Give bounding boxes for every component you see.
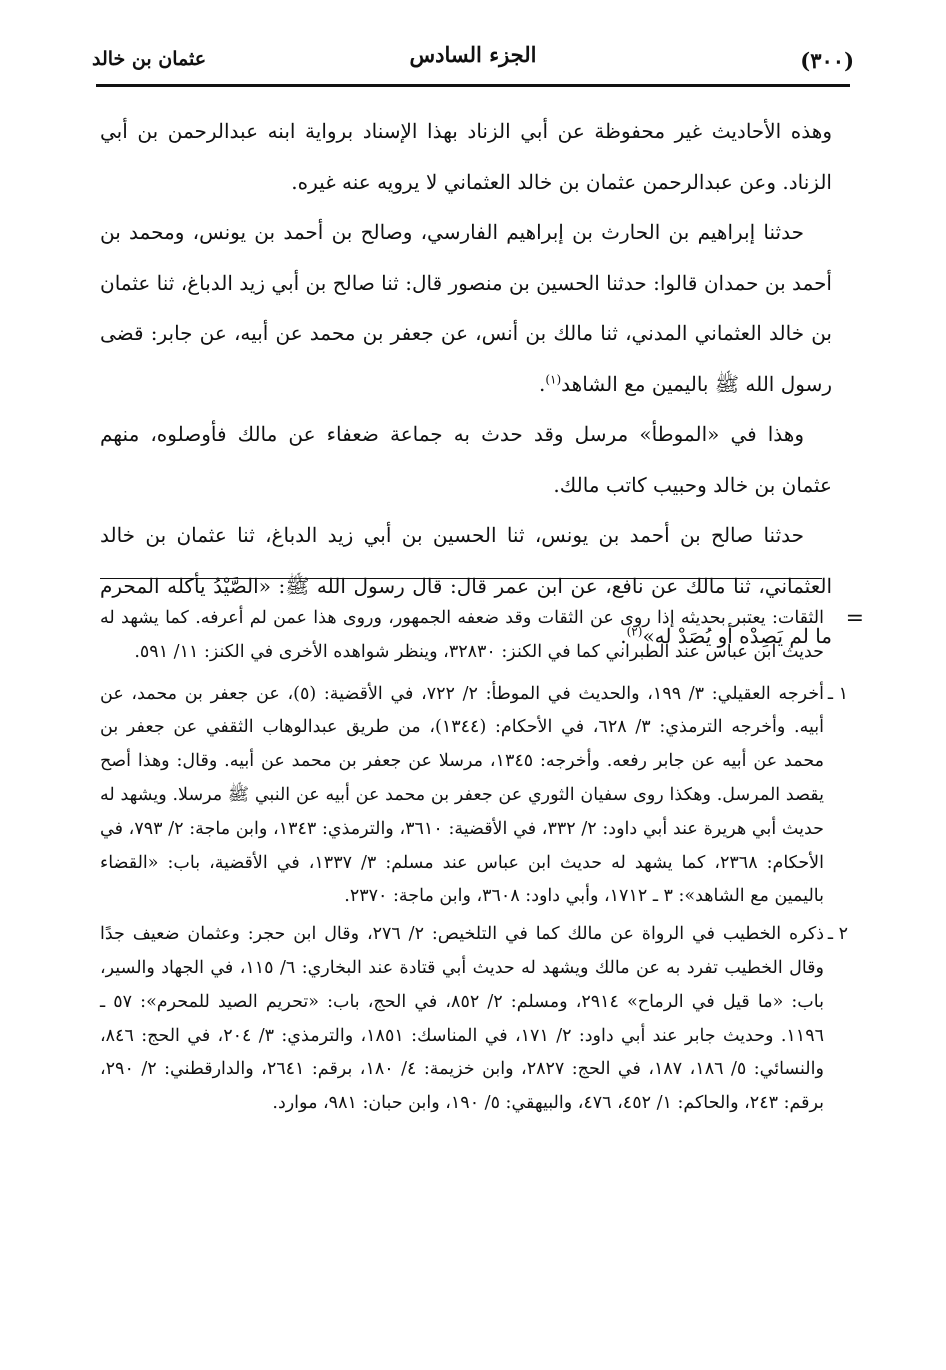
footnote-ref-2: (٢) <box>626 624 643 639</box>
paragraph-1: وهذه الأحاديث غير محفوظة عن أبي الزناد بهذا الإسناد برواية ابنه عبدالرحمن بن أبي الزناد. وعن عبدالرحمن عثمان بن خالد العثماني لا يرويه عنه غيره. <box>100 119 832 194</box>
volume-title: الجزء السادس <box>409 42 537 67</box>
footnote-number: ٢ ـ <box>827 924 848 945</box>
continuation-marker: = <box>845 606 864 631</box>
page-header <box>92 40 854 86</box>
page-number: (٣٠٠) <box>800 48 854 73</box>
footnote-1: ١ ـ أخرجه العقيلي: ٣/ ١٩٩، والحديث في الموطأ: ٢/ ٧٢٢، في الأقضية: (٥)، عن جعفر بن محمد، عن أبيه. وأخرجه الترمذي: ٣/ ٦٢٨، في الأحكام: (١٣٤٤)، من طريق عبدالوهاب الثقفي عن جعفر بن محمد عن أبيه عن جابر رفعه. وأخرجه: ١٣٤٥، مرسلا عن جعفر بن محمد عن أبيه. وقال: وهذا أصح يقصد المرسل. وهكذا روى سفيان الثوري عن جعفر بن محمد عن أبيه عن النبي ﷺ مرسلا. ويشهد له حديث أبي هريرة عند أبي داود: ٢/ ٣٣٢، في الأقضية: ٣٦١٠، والترمذي: ١٣٤٣، وابن ماجة: ٢/ ٧٩٣، في الأحكام: ٢٣٦٨، كما يشهد له حديث ابن عباس عند مسلم: ٣/ ١٣٣٧، في الأقضية، باب: «القضاء باليمين مع الشاهد»: ٣ ـ ١٧١٢، وأبي داود: ٣٦٠٨، وابن ماجة: ٢٣٧٠. <box>100 678 824 915</box>
paragraph-2: حدثنا إبراهيم بن الحارث بن إبراهيم الفارسي، وصالح بن أحمد بن يونس، ومحمد بن أحمد بن حمدان قالوا: حدثنا الحسين بن منصور قال: ثنا صالح بن أبي زيد الدباغ، ثنا عثمان بن خالد العثماني المدني، ثنا مالك بن أنس، عن جعفر بن محمد عن أبيه، عن جابر: قضى رسول الله ﷺ باليمين مع الشاهد$^{(١)}$. <box>100 220 832 396</box>
footnote-separator <box>100 578 822 579</box>
paragraph-3: وهذا في «الموطأ» مرسل وقد حدث به جماعة ضعفاء عن مالك فأوصلوه، منهم عثمان بن خالد وحبيب كاتب مالك. <box>100 422 832 497</box>
footnote-ref-1: (١) <box>545 371 562 386</box>
running-head: عثمان بن خالد <box>92 48 207 70</box>
header-rule <box>96 84 850 87</box>
paragraph-4: حدثنا صالح بن أحمد بن يونس، ثنا الحسين بن أبي زيد الدباغ، ثنا عثمان بن خالد العثماني، ثنا مالك عن نافع، عن ابن عمر قال: قال رسول الله ﷺ: «الصَّيْدُ يأكله المحرم ما لم يَصِدْه أو يُصَدْ له»$^{(٢)}$. <box>100 523 832 648</box>
footnotes <box>100 602 864 1125</box>
footnote-continued: = الثقات: يعتبر بحديثه إذا روى عن الثقات وقد ضعفه الجمهور، وروى هذا عمن لم أعرفه. كما يشهد له حديث ابن عباس عند الطبراني كما في الكنز: ٣٢٨٣٠، وينظر شواهده الأخرى في الكنز: ١١/ ٥٩١. <box>100 602 824 670</box>
footnote-2: ٢ ـ ذكره الخطيب في الرواة عن مالك كما في التلخيص: ٢/ ٢٧٦، وقال ابن حجر: وعثمان ضعيف جدًا وقال الخطيب تفرد به عن مالك ويشهد له حديث أبي قتادة عند البخاري: ٦/ ١١٥، في الجهاد والسير، باب: «ما قيل في الرماح» ٢٩١٤، ومسلم: ٢/ ٨٥٢، في الحج، باب: «تحريم الصيد للمحرم»: ٥٧ ـ ١١٩٦. وحديث جابر عند أبي داود: ٢/ ١٧١، في المناسك: ١٨٥١، والترمذي: ٣/ ٢٠٤، في الحج: ٨٤٦، والنسائي: ٥/ ١٨٦، ١٨٧، في الحج: ٢٨٢٧، وابن خزيمة: ٤/ ١٨٠، برقم: ٢٦٤١، والدارقطني: ٢/ ٢٩٠، برقم: ٢٤٣، والحاكم: ١/ ٤٥٢، ٤٧٦، والبيهقي: ٥/ ١٩٠، وابن حبان: ٩٨١، موارد. <box>100 918 824 1121</box>
footnote-number: ١ ـ <box>827 683 848 704</box>
